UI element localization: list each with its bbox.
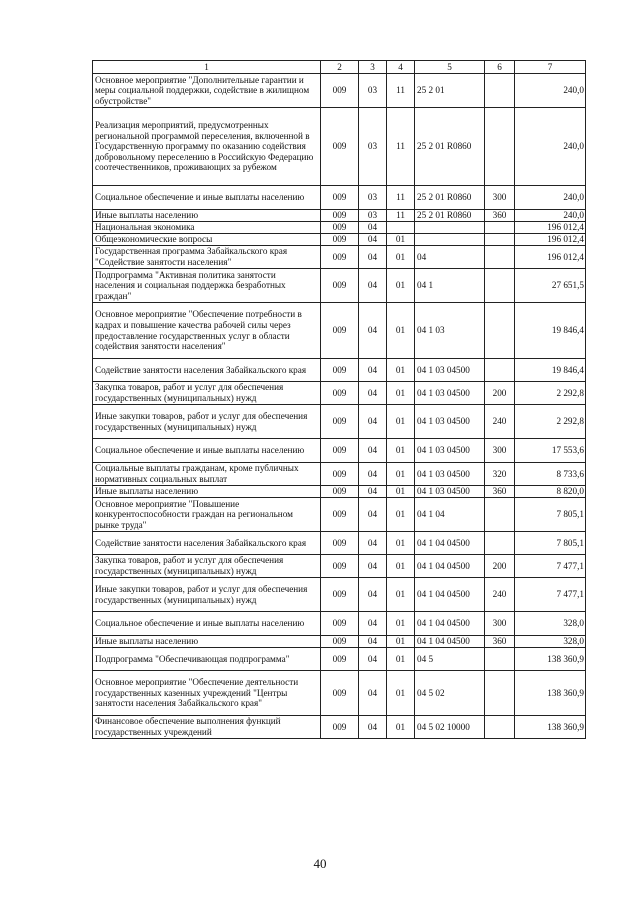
header-cell: 7 <box>515 61 586 74</box>
row-grbs: 009 <box>321 382 359 405</box>
table-row <box>93 222 586 234</box>
row-expense-type: 240 <box>485 578 515 612</box>
row-sum: 196 012,4 <box>515 246 586 269</box>
table-row <box>93 486 586 498</box>
row-name: Основное мероприятие "Дополнительные гарантии и меры социальной поддержки, содействие в жилищном обустройстве" <box>93 74 321 108</box>
page-number: 40 <box>313 856 327 871</box>
row-target-article: 04 1 03 04500 <box>415 359 485 382</box>
table-row <box>93 463 586 486</box>
row-section: 03 <box>359 186 387 210</box>
row-section: 04 <box>359 648 387 671</box>
row-target-article: 04 1 04 04500 <box>415 578 485 612</box>
row-sum: 2 292,8 <box>515 382 586 405</box>
row-target-article: 04 1 04 <box>415 498 485 532</box>
row-grbs: 009 <box>321 716 359 739</box>
row-grbs: 009 <box>321 246 359 269</box>
row-section: 04 <box>359 405 387 439</box>
row-subsection: 01 <box>387 234 415 246</box>
row-sum: 240,0 <box>515 108 586 186</box>
row-name: Содействие занятости населения Забайкальского края <box>93 532 321 555</box>
row-section: 04 <box>359 716 387 739</box>
row-name: Социальное обеспечение и иные выплаты населению <box>93 439 321 463</box>
row-grbs: 009 <box>321 303 359 359</box>
row-grbs: 009 <box>321 210 359 222</box>
row-subsection: 01 <box>387 555 415 578</box>
row-section: 03 <box>359 74 387 108</box>
row-expense-type: 200 <box>485 555 515 578</box>
row-expense-type: 360 <box>485 210 515 222</box>
row-sum: 138 360,9 <box>515 716 586 739</box>
row-grbs: 009 <box>321 648 359 671</box>
row-sum: 328,0 <box>515 612 586 636</box>
row-expense-type <box>485 532 515 555</box>
row-grbs: 009 <box>321 532 359 555</box>
row-section: 04 <box>359 246 387 269</box>
row-target-article: 25 2 01 R0860 <box>415 108 485 186</box>
row-section: 04 <box>359 612 387 636</box>
row-section: 04 <box>359 359 387 382</box>
row-grbs: 009 <box>321 269 359 303</box>
row-target-article <box>415 234 485 246</box>
row-sum: 17 553,6 <box>515 439 586 463</box>
row-grbs: 009 <box>321 612 359 636</box>
row-grbs: 009 <box>321 463 359 486</box>
row-target-article: 25 2 01 R0860 <box>415 186 485 210</box>
row-subsection: 01 <box>387 246 415 269</box>
row-grbs: 009 <box>321 74 359 108</box>
row-grbs: 009 <box>321 671 359 716</box>
table-row <box>93 359 586 382</box>
row-expense-type <box>485 74 515 108</box>
table-row <box>93 439 586 463</box>
row-expense-type: 200 <box>485 382 515 405</box>
table-row <box>93 405 586 439</box>
row-subsection: 01 <box>387 716 415 739</box>
row-target-article: 04 1 03 04500 <box>415 405 485 439</box>
table-row <box>93 234 586 246</box>
table-row <box>93 246 586 269</box>
row-grbs: 009 <box>321 498 359 532</box>
row-section: 04 <box>359 486 387 498</box>
table-row <box>93 612 586 636</box>
row-sum: 328,0 <box>515 636 586 648</box>
row-sum: 19 846,4 <box>515 303 586 359</box>
row-target-article: 04 1 04 04500 <box>415 636 485 648</box>
row-subsection: 01 <box>387 463 415 486</box>
row-name: Социальное обеспечение и иные выплаты населению <box>93 612 321 636</box>
row-target-article: 04 1 03 04500 <box>415 439 485 463</box>
row-expense-type <box>485 269 515 303</box>
row-sum: 8 733,6 <box>515 463 586 486</box>
row-sum: 7 477,1 <box>515 555 586 578</box>
row-grbs: 009 <box>321 439 359 463</box>
table-row <box>93 108 586 186</box>
row-subsection: 11 <box>387 108 415 186</box>
row-expense-type <box>485 671 515 716</box>
row-section: 04 <box>359 578 387 612</box>
row-expense-type: 240 <box>485 405 515 439</box>
row-grbs: 009 <box>321 486 359 498</box>
row-target-article: 04 5 02 <box>415 671 485 716</box>
table-row <box>93 210 586 222</box>
row-name: Национальная экономика <box>93 222 321 234</box>
row-grbs: 009 <box>321 234 359 246</box>
table-row <box>93 555 586 578</box>
row-target-article: 25 2 01 R0860 <box>415 210 485 222</box>
row-section: 04 <box>359 269 387 303</box>
row-subsection: 11 <box>387 186 415 210</box>
row-name: Иные выплаты населению <box>93 636 321 648</box>
row-target-article: 04 1 03 04500 <box>415 382 485 405</box>
row-target-article: 04 1 03 04500 <box>415 463 485 486</box>
row-subsection: 01 <box>387 498 415 532</box>
header-cell: 1 <box>93 61 321 74</box>
row-section: 04 <box>359 222 387 234</box>
row-subsection: 01 <box>387 671 415 716</box>
row-name: Иные выплаты населению <box>93 210 321 222</box>
table-row <box>93 578 586 612</box>
row-name: Иные закупки товаров, работ и услуг для обеспечения государственных (муниципальных) нужд <box>93 405 321 439</box>
row-target-article: 04 1 04 04500 <box>415 555 485 578</box>
row-subsection <box>387 222 415 234</box>
row-expense-type: 300 <box>485 612 515 636</box>
row-sum: 27 651,5 <box>515 269 586 303</box>
row-expense-type <box>485 108 515 186</box>
row-target-article: 04 1 04 04500 <box>415 532 485 555</box>
row-grbs: 009 <box>321 108 359 186</box>
row-target-article: 04 5 02 10000 <box>415 716 485 739</box>
table-row <box>93 186 586 210</box>
row-section: 04 <box>359 463 387 486</box>
row-section: 04 <box>359 671 387 716</box>
row-target-article: 04 <box>415 246 485 269</box>
row-subsection: 11 <box>387 74 415 108</box>
row-subsection: 01 <box>387 439 415 463</box>
row-name: Общеэкономические вопросы <box>93 234 321 246</box>
budget-table-body <box>93 61 586 739</box>
row-name: Содействие занятости населения Забайкальского края <box>93 359 321 382</box>
row-section: 04 <box>359 439 387 463</box>
row-sum: 138 360,9 <box>515 648 586 671</box>
row-sum: 240,0 <box>515 186 586 210</box>
table-row <box>93 532 586 555</box>
header-cell: 5 <box>415 61 485 74</box>
row-sum: 7 477,1 <box>515 578 586 612</box>
row-name: Основное мероприятие "Повышение конкурентоспособности граждан на региональном рынке труда" <box>93 498 321 532</box>
header-cell: 2 <box>321 61 359 74</box>
row-name: Социальные выплаты гражданам, кроме публичных нормативных социальных выплат <box>93 463 321 486</box>
header-cell: 6 <box>485 61 515 74</box>
row-section: 04 <box>359 234 387 246</box>
row-name: Иные закупки товаров, работ и услуг для обеспечения государственных (муниципальных) нужд <box>93 578 321 612</box>
row-sum: 8 820,0 <box>515 486 586 498</box>
table-row <box>93 716 586 739</box>
header-cell: 3 <box>359 61 387 74</box>
table-header-row <box>93 61 586 74</box>
row-expense-type: 360 <box>485 636 515 648</box>
row-expense-type <box>485 234 515 246</box>
row-expense-type: 300 <box>485 439 515 463</box>
row-target-article: 04 1 03 <box>415 303 485 359</box>
table-row <box>93 74 586 108</box>
row-name: Основное мероприятие "Обеспечение потребности в кадрах и повышение качества рабочей силы через предоставление государственных услуг в области содействия занятости населения" <box>93 303 321 359</box>
row-name: Закупка товаров, работ и услуг для обеспечения государственных (муниципальных) нужд <box>93 382 321 405</box>
row-name: Иные выплаты населению <box>93 486 321 498</box>
row-subsection: 01 <box>387 359 415 382</box>
row-grbs: 009 <box>321 578 359 612</box>
table-row <box>93 269 586 303</box>
row-sum: 7 805,1 <box>515 532 586 555</box>
row-expense-type <box>485 498 515 532</box>
row-sum: 7 805,1 <box>515 498 586 532</box>
table-row <box>93 303 586 359</box>
row-section: 04 <box>359 303 387 359</box>
row-name: Государственная программа Забайкальского края "Содействие занятости населения" <box>93 246 321 269</box>
row-expense-type <box>485 303 515 359</box>
row-subsection: 01 <box>387 269 415 303</box>
row-target-article: 04 1 <box>415 269 485 303</box>
row-subsection: 01 <box>387 405 415 439</box>
row-subsection: 01 <box>387 303 415 359</box>
row-subsection: 11 <box>387 210 415 222</box>
row-expense-type <box>485 359 515 382</box>
row-expense-type: 320 <box>485 463 515 486</box>
table-row <box>93 671 586 716</box>
row-section: 04 <box>359 532 387 555</box>
row-target-article: 25 2 01 <box>415 74 485 108</box>
row-target-article: 04 5 <box>415 648 485 671</box>
header-cell: 4 <box>387 61 415 74</box>
row-sum: 240,0 <box>515 74 586 108</box>
row-grbs: 009 <box>321 186 359 210</box>
row-grbs: 009 <box>321 359 359 382</box>
row-subsection: 01 <box>387 648 415 671</box>
row-subsection: 01 <box>387 578 415 612</box>
table-row <box>93 498 586 532</box>
row-subsection: 01 <box>387 532 415 555</box>
row-name: Основное мероприятие "Обеспечение деятельности государственных казенных учреждений "Центры занятости населения Забайкальского края" <box>93 671 321 716</box>
row-name: Подпрограмма "Обеспечивающая подпрограмма" <box>93 648 321 671</box>
row-sum: 196 012,4 <box>515 234 586 246</box>
row-expense-type: 360 <box>485 486 515 498</box>
row-name: Реализация мероприятий, предусмотренных региональной программой переселения, включенной в Государственную программу по оказанию содействия добровольному переселению в Российскую Федерацию соотечественников, проживающих за рубежом <box>93 108 321 186</box>
table-row <box>93 636 586 648</box>
row-subsection: 01 <box>387 382 415 405</box>
row-target-article: 04 1 03 04500 <box>415 486 485 498</box>
row-subsection: 01 <box>387 636 415 648</box>
budget-table <box>92 60 586 739</box>
row-section: 04 <box>359 555 387 578</box>
row-name: Финансовое обеспечение выполнения функций государственных учреждений <box>93 716 321 739</box>
row-section: 03 <box>359 210 387 222</box>
row-sum: 196 012,4 <box>515 222 586 234</box>
row-expense-type: 300 <box>485 186 515 210</box>
row-name: Подпрограмма "Активная политика занятости населения и социальная поддержка безработных граждан" <box>93 269 321 303</box>
row-grbs: 009 <box>321 405 359 439</box>
row-expense-type <box>485 648 515 671</box>
row-section: 04 <box>359 382 387 405</box>
row-subsection: 01 <box>387 486 415 498</box>
row-section: 04 <box>359 636 387 648</box>
row-expense-type <box>485 222 515 234</box>
row-subsection: 01 <box>387 612 415 636</box>
row-grbs: 009 <box>321 555 359 578</box>
row-expense-type <box>485 716 515 739</box>
row-target-article: 04 1 04 04500 <box>415 612 485 636</box>
row-sum: 240,0 <box>515 210 586 222</box>
table-row <box>93 382 586 405</box>
row-name: Закупка товаров, работ и услуг для обеспечения государственных (муниципальных) нужд <box>93 555 321 578</box>
row-section: 04 <box>359 498 387 532</box>
row-sum: 2 292,8 <box>515 405 586 439</box>
row-grbs: 009 <box>321 636 359 648</box>
row-sum: 19 846,4 <box>515 359 586 382</box>
row-expense-type <box>485 246 515 269</box>
table-row <box>93 648 586 671</box>
row-name: Социальное обеспечение и иные выплаты населению <box>93 186 321 210</box>
row-sum: 138 360,9 <box>515 671 586 716</box>
row-target-article <box>415 222 485 234</box>
row-section: 03 <box>359 108 387 186</box>
row-grbs: 009 <box>321 222 359 234</box>
